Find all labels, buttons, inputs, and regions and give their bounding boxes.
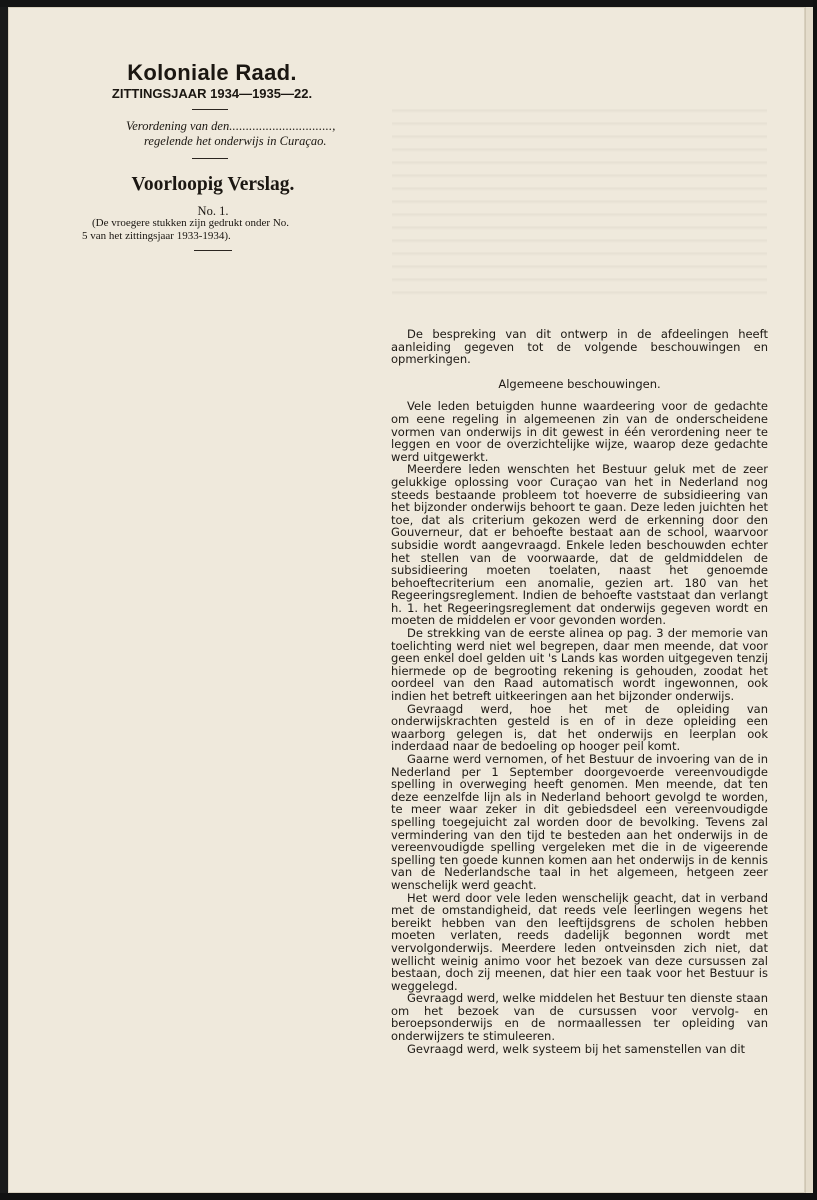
ordinance-title [126,119,416,149]
note-line-2: 5 van het zittingsjaar 1933-1934). [82,230,231,242]
scan-border-right [813,0,817,1200]
body-paragraph: Gevraagd werd, hoe het met de opleiding van onderwijskrachten gesteld is en of in deze opleiding een waarborg gelegen is, dat het onderwijs en leerplan ook inderdaad naar de bedoeling op hooger peil komt. [391,701,768,754]
scan-border-top [0,0,817,7]
section-heading: Algemeene beschouwingen. [498,376,661,391]
bleed-through-text [392,100,767,300]
scan-border-bottom [0,1193,817,1200]
note-line-1: (De vroegere stukken zijn gedrukt onder No. [92,217,290,229]
body-paragraph: Gevraagd werd, welke middelen het Bestuur ten dienste staan om het bezoek van de cursussen voor vervolg- en beroepsonderwijs en de normaallessen ter opleiding van onderwijzers te stimuleeren. [391,991,768,1044]
ordinance-dots: ..............................., [229,119,336,133]
council-title: Koloniale Raad. [127,60,297,85]
divider [192,158,228,159]
session-year: ZITTINGSJAAR 1934—1935—22. [111,86,313,101]
divider [194,250,232,251]
body-paragraph: Meerdere leden wenschten het Bestuur geluk met de zeer gelukkige oplossing voor Curaçao van het in Nederland nog steeds bestaande probleem tot hoeverre de subsidieering van het bijzonder onderwijs behoort te gaan. Deze leden juichten het toe, dat als criterium gekozen werd de erkenning door den Gouverneur, dat er behoefte bestaat aan de school, waarvoor subsidie wordt aangevraagd. Enkele leden beschouwden echter het stellen van de voorwaarde, dat de geldmiddelen de subsidieering moeten toelaten, naast het genoemde behoeftecriterium een anomalie, gezien art. 180 van het Regeeringsreglement. Indien de behoefte vaststaat dan verlangt h. 1. het Regeeringsreglement dat onderwijs gegeven wordt en moeten de middelen er voor gevonden worden. [391,462,768,628]
body-paragraph: Vele leden betuigden hunne waardeering voor de gedachte om eene regeling in algemeenen zin van de onderscheidene vormen van onderwijs in dit gewest in één verordening neer te leggen en voor de overzichtelijke wijze, waarop deze gedachte werd uitgewerkt. [391,399,768,464]
body-paragraph: De strekking van de eerste alinea op pag. 3 der memorie van toelichting werd niet wel begrepen, daar men meende, dat voor geen enkel doel gelden uit 's Lands kas worden uitgegeven tenzij hiermede op de begrooting rekening is gehouden, zoodat het oordeel van den Raad automatisch wordt ingewonnen, ook indien het betreft uitkeeringen aan het bijzonder onderwijs. [391,626,768,704]
body-paragraph: Het werd door vele leden wenschelijk geacht, dat in verband met de omstandigheid, dat reeds vele leerlingen wegens het bereikt hebben van den leeftijdsgrens de scholen hebben moeten verlaten, reeds dadelijk begonnen wordt met vervolgonderwijs. Meerdere leden ontveinsden zich niet, dat wellicht weinig animo voor het bezoek van deze cursussen zal bestaan, doch zij meenen, dat hier een taak voor het Bestuur is weggelegd. [391,890,768,993]
body-paragraph: Gaarne werd vernomen, of het Bestuur de invoering van de in Nederland per 1 September doorgevoerde vereenvoudigde spelling in overweging heeft genomen. Men meende, dat ten deze eenzelfde lijn als in Nederland behoort gevolgd te worden, te meer waar zeker in dit gebiedsdeel een vereenvoudigde spelling toegejuicht zal worden door de bevolking. Tevens zal vermindering van den tijd te besteden aan het onderwijs in de vereenvoudigde spelling vergeleken met die in de vigeerende spelling ten goede kunnen komen aan het onderwijs in de kennis van de Nederlandsche taal in het algemeen, hetgeen zeer wenschelijk werd geacht. [391,752,768,892]
document-number: No. 1. [197,204,229,218]
body-paragraph: Gevraagd werd, welk systeem bij het samenstellen van dit [407,1041,746,1056]
ordinance-line-1: Verordening van den [126,119,230,133]
divider [192,109,228,110]
report-title: Voorloopig Verslag. [131,174,295,195]
ordinance-line-2: regelende het onderwijs in Curaçao. [144,134,327,148]
report-body [391,328,768,1055]
document-header [60,60,360,219]
intro-paragraph: De bespreking van dit ontwerp in de afdeelingen heeft aanleiding gegeven tot de volgende beschouwingen en opmerkingen. [391,327,768,367]
reference-note [82,217,344,243]
